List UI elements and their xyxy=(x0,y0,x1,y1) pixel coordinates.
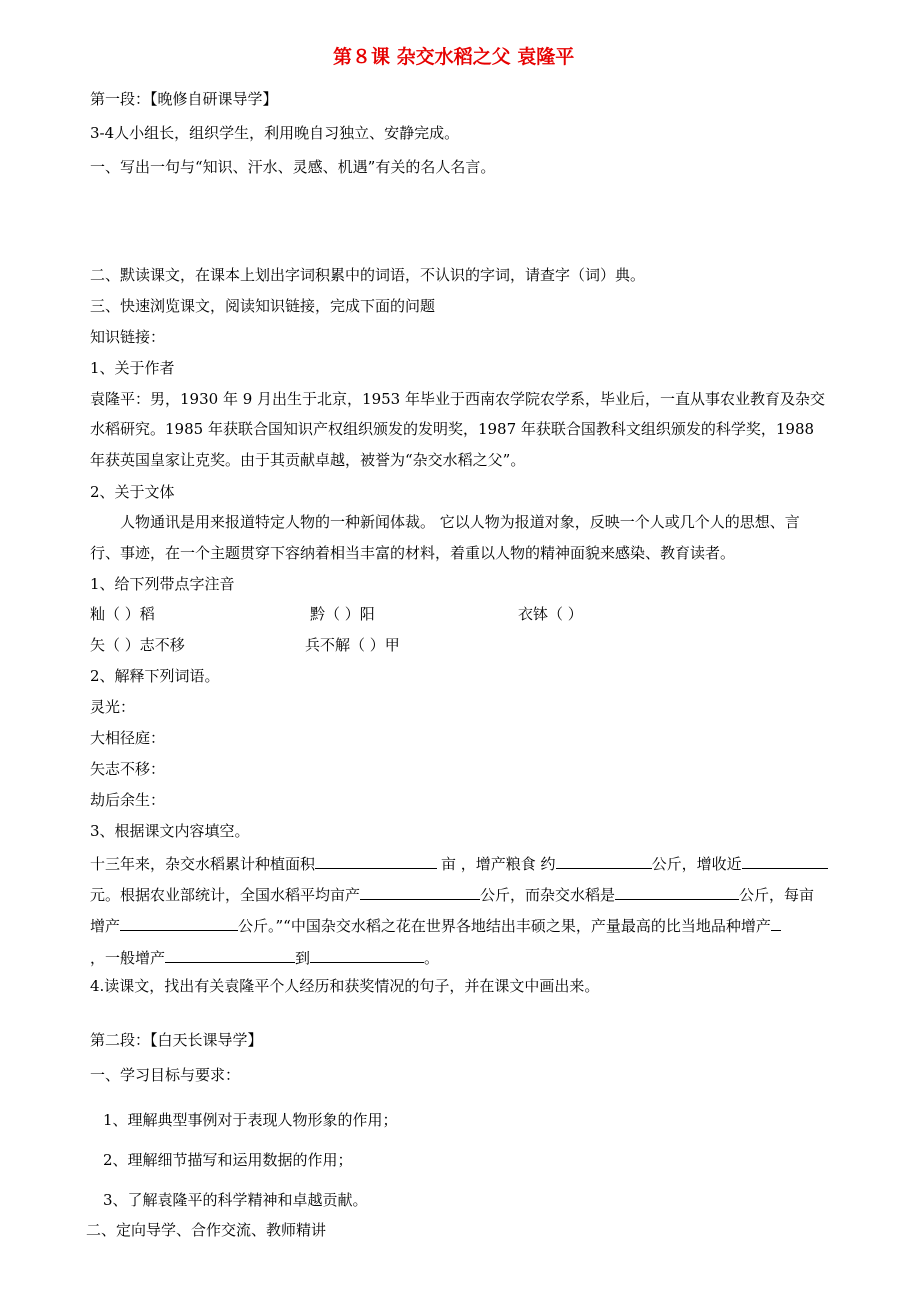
blank[interactable] xyxy=(165,946,295,963)
author-line-2: 水稻研究。1985 年获联合国知识产权组织颁发的发明奖，1987 年获联合国教科文组织颁发的科学奖，1988 xyxy=(90,420,815,438)
goal-2: 2、理解细节描写和运用数据的作用； xyxy=(103,1151,353,1169)
blank[interactable] xyxy=(615,883,739,900)
knowledge-link-label: 知识链接： xyxy=(90,328,166,346)
guide-heading: 二、定向导学、合作交流、教师精讲 xyxy=(86,1221,327,1239)
genre-line-2: 行、事迹，在一个主题贯穿下容纳着相当丰富的材料，着重以人物的精神面貌来感染、教育读者。 xyxy=(90,544,736,562)
pinyin-question: 1、给下列带点字注音 xyxy=(90,575,235,593)
word-4: 劫后余生： xyxy=(90,791,166,809)
blank[interactable] xyxy=(310,946,424,963)
fill-line-1: 十三年来，杂交水稻累计种植面积 亩 ，增产粮食 约 公斤，增收近 xyxy=(90,852,828,874)
fill-line-2: 元。根据农业部统计，全国水稻平均亩产 公斤，而杂交水稻是 公斤，每亩 xyxy=(90,883,814,905)
question-1: 一、写出一句与“知识、汗水、灵感、机遇”有关的名人名言。 xyxy=(90,158,496,176)
goals-heading: 一、学习目标与要求： xyxy=(90,1066,241,1084)
pinyin-item-2: 黔（ ）阳 xyxy=(310,605,375,623)
pinyin-item-3: 衣钵（ ） xyxy=(518,605,583,623)
page-title: 第８课 杂交水稻之父 袁隆平 xyxy=(333,46,575,68)
pinyin-item-1: 籼（ ）稻 xyxy=(90,605,155,623)
pinyin-item-5: 兵不解（ ）甲 xyxy=(305,636,400,654)
question-4: 4.读课文，找出有关袁隆平个人经历和获奖情况的句子，并在课文中画出来。 xyxy=(90,977,600,995)
blank[interactable] xyxy=(360,883,480,900)
blank[interactable] xyxy=(120,914,238,931)
word-3: 矢志不移： xyxy=(90,760,166,778)
question-3: 三、快速浏览课文，阅读知识链接，完成下面的问题 xyxy=(90,297,436,315)
fill-line-4: ，一般增产 到 。 xyxy=(90,946,439,968)
blank[interactable] xyxy=(771,914,781,931)
genre-heading: 2、关于文体 xyxy=(90,483,175,501)
question-2: 二、默读课文，在课本上划出字词积累中的词语，不认识的字词，请查字（词）典。 xyxy=(90,266,646,284)
author-heading: 1、关于作者 xyxy=(90,359,175,377)
section1-heading: 第一段：【晚修自研课导学】 xyxy=(90,90,278,108)
goal-1: 1、理解典型事例对于表现人物形象的作用； xyxy=(103,1111,398,1129)
genre-line-1: 人物通讯是用来报道特定人物的一种新闻体裁。 它以人物为报道对象，反映一个人或几个人的思想、言 xyxy=(120,513,800,531)
author-line-1: 袁隆平：男，1930 年 9 月出生于北京，1953 年毕业于西南农学院农学系，毕业后，一直从事农业教育及杂交 xyxy=(90,390,825,408)
blank[interactable] xyxy=(315,852,437,869)
explain-question: 2、解释下列词语。 xyxy=(90,667,220,685)
intro-text: 3-4人小组长，组织学生，利用晚自习独立、安静完成。 xyxy=(90,124,460,142)
blank[interactable] xyxy=(742,852,828,869)
fill-question: 3、根据课文内容填空。 xyxy=(90,822,250,840)
word-2: 大相径庭： xyxy=(90,729,166,747)
fill-line-3: 增产 公斤。”“中国杂交水稻之花在世界各地结出丰硕之果，产量最高的比当地品种增产 xyxy=(90,914,781,936)
word-1: 灵光： xyxy=(90,698,136,716)
goal-3: 3、了解袁隆平的科学精神和卓越贡献。 xyxy=(103,1191,368,1209)
section2-heading: 第二段：【白天长课导学】 xyxy=(90,1031,263,1049)
pinyin-item-4: 矢（ ）志不移 xyxy=(90,636,185,654)
author-line-3: 年获英国皇家让克奖。由于其贡献卓越，被誉为“杂交水稻之父”。 xyxy=(90,451,526,469)
blank[interactable] xyxy=(556,852,652,869)
